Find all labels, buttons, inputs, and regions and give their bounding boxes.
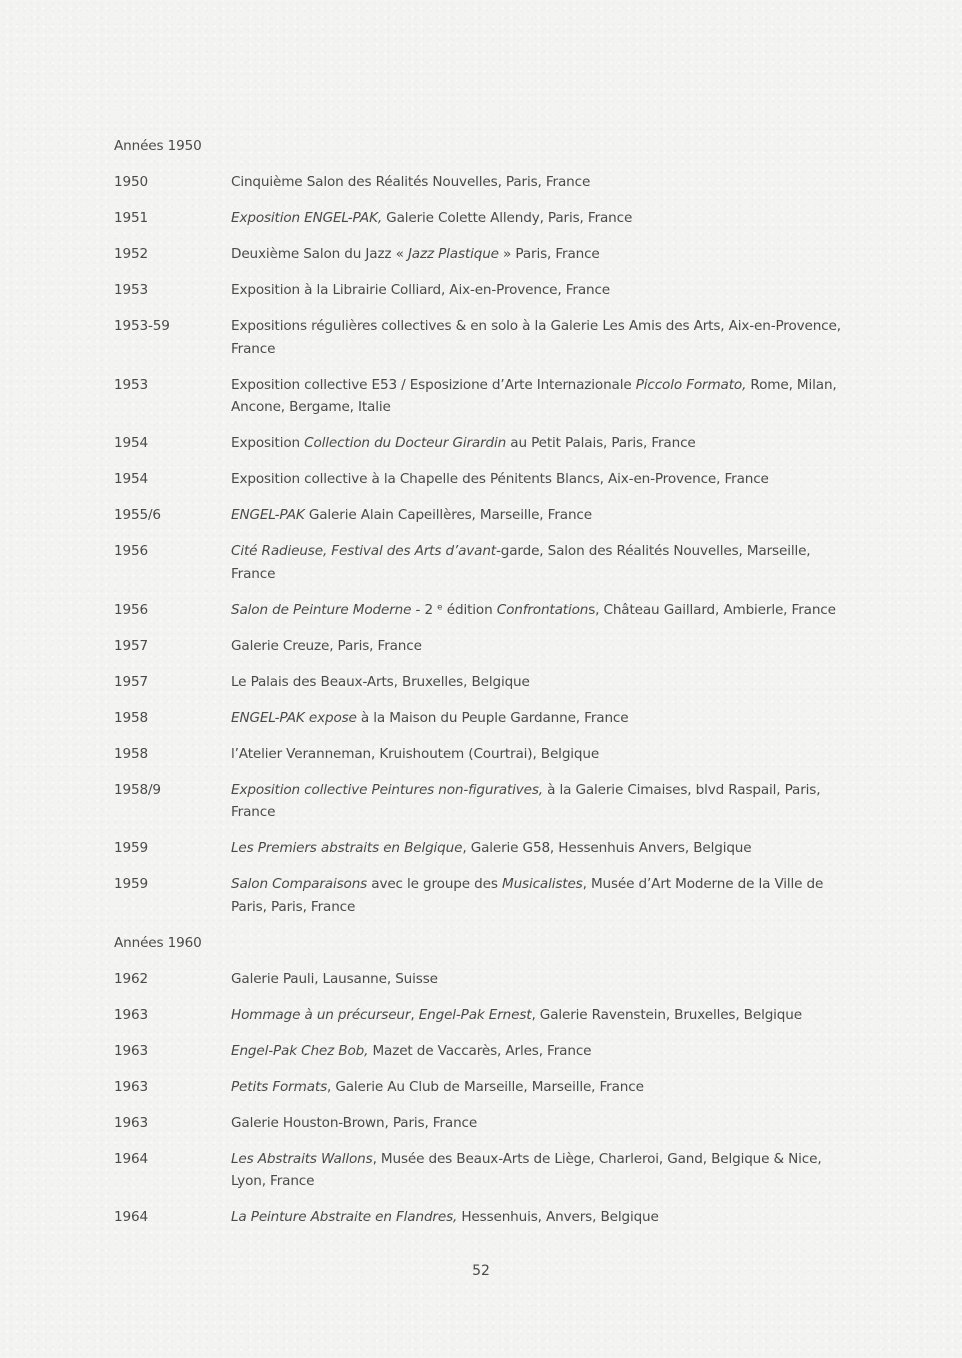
exhibition-entry — [114, 968, 854, 991]
italic-title-text: Piccolo Formato, — [635, 376, 747, 393]
entry-year: 1954 — [114, 471, 148, 487]
description-text: , Galerie G58, Hessenhuis Anvers, Belgique — [462, 840, 752, 856]
entry-description — [231, 1112, 854, 1135]
entry-year: 1958/9 — [114, 781, 161, 798]
entry-description — [231, 635, 854, 658]
entry-description — [231, 707, 854, 730]
italic-title-text: ENGEL-PAK expose — [231, 709, 357, 726]
italic-title-text: Exposition collective Peintures non-figuratives, — [231, 781, 543, 798]
entry-description — [231, 243, 854, 266]
exhibition-entry — [114, 243, 854, 266]
description-text: garde, Salon des Réalités Nouvelles, Marseille, France — [231, 543, 811, 582]
italic-title-text: Engel-Pak Chez Bob, — [231, 1042, 369, 1059]
description-text: » Paris, France — [498, 246, 600, 262]
entry-description — [231, 468, 854, 491]
exhibition-entry — [114, 540, 854, 585]
entry-description — [231, 743, 854, 766]
entry-year: 1962 — [114, 970, 148, 987]
entry-year: 1963 — [114, 1114, 148, 1131]
description-text: , Galerie Au Club de Marseille, Marseille, France — [327, 1078, 644, 1095]
description-text: à la Maison du Peuple Gardanne, France — [356, 709, 629, 726]
italic-title-text: Confrontation — [496, 601, 589, 618]
description-text: Exposition à la Librairie Colliard, Aix-en-Provence, France — [231, 282, 611, 298]
entry-description — [231, 279, 854, 302]
entry-year: 1953 — [114, 376, 148, 393]
description-text: Deuxième Salon du Jazz « — [231, 246, 408, 262]
entry-description — [231, 171, 854, 194]
entry-year: 1950 — [114, 174, 148, 190]
entry-year: 1959 — [114, 840, 148, 856]
exhibition-list — [114, 135, 854, 1242]
description-text: , Musée des Beaux-Arts de Liège, Charleroi, Gand, Belgique & Nice, Lyon, France — [231, 1150, 822, 1189]
entry-description — [231, 873, 854, 918]
entry-description — [231, 504, 854, 527]
entry-year: 1964 — [114, 1150, 148, 1167]
exhibition-entry — [114, 707, 854, 730]
description-text: Expositions régulières collectives & en solo à la Galerie Les Amis des Arts, Aix-en-Provence, France — [231, 318, 841, 357]
entry-year: 1955/6 — [114, 507, 161, 523]
exhibition-entry — [114, 1148, 854, 1193]
page-number: 52 — [472, 1263, 490, 1279]
description-text: Galerie Houston-Brown, Paris, France — [231, 1114, 478, 1131]
description-text: Mazet de Vaccarès, Arles, France — [368, 1042, 592, 1059]
exhibition-entry — [114, 279, 854, 302]
entry-description — [231, 540, 854, 585]
exhibition-entry — [114, 1206, 854, 1229]
exhibition-entry — [114, 315, 854, 360]
entry-description — [231, 1040, 854, 1063]
entry-year: 1956 — [114, 543, 148, 559]
description-text: Exposition collective E53 / Esposizione d’Arte Internazionale — [231, 376, 636, 393]
italic-title-text: Salon de Peinture Moderne — [231, 601, 412, 618]
exhibition-entry — [114, 207, 854, 230]
description-text: Galerie Alain Capeillères, Marseille, France — [304, 507, 592, 523]
entry-description — [231, 315, 854, 360]
italic-title-text: Petits Formats — [231, 1078, 328, 1095]
description-text: l’Atelier Veranneman, Kruishoutem (Courtrai), Belgique — [231, 745, 600, 762]
entry-year: 1964 — [114, 1209, 148, 1225]
italic-title-text: Hommage à un précurseur — [231, 1006, 411, 1023]
entry-description — [231, 374, 854, 419]
exhibition-entry — [114, 1040, 854, 1063]
description-text: Galerie Colette Allendy, Paris, France — [382, 210, 633, 226]
italic-title-text: Les Abstraits Wallons — [231, 1150, 373, 1167]
exhibition-entry — [114, 468, 854, 491]
description-text: au Petit Palais, Paris, France — [506, 435, 696, 451]
entry-year: 1963 — [114, 1006, 148, 1023]
description-text: à la Galerie Cimaises, blvd Raspail, Paris, France — [231, 781, 821, 820]
entry-description — [231, 432, 854, 455]
description-text: avec le groupe des — [367, 876, 502, 892]
entry-year: 1953 — [114, 282, 148, 298]
exhibition-entry — [114, 1004, 854, 1027]
entry-description — [231, 1004, 854, 1027]
italic-title-text: Salon Comparaisons — [231, 876, 368, 892]
description-text: Cinquième Salon des Réalités Nouvelles, Paris, France — [231, 174, 591, 190]
italic-title-text: La Peinture Abstraite en Flandres, — [231, 1209, 458, 1225]
description-text: Rome, Milan, Ancone, Bergame, Italie — [231, 376, 837, 415]
description-text: , Galerie Ravenstein, Bruxelles, Belgique — [531, 1006, 802, 1023]
entry-description — [231, 837, 854, 860]
entry-description — [231, 968, 854, 991]
description-text: , Musée d’Art Moderne de la Ville de Paris, Paris, France — [231, 876, 824, 915]
entry-year: 1963 — [114, 1078, 148, 1095]
entry-description — [231, 1206, 854, 1229]
entry-description — [231, 1076, 854, 1099]
exhibition-entry — [114, 1112, 854, 1135]
exhibition-entry — [114, 743, 854, 766]
entry-description — [231, 599, 854, 622]
italic-title-text: Exposition ENGEL-PAK, — [231, 210, 383, 226]
entry-year: 1959 — [114, 876, 148, 892]
description-text: , — [410, 1006, 419, 1023]
exhibition-entry — [114, 635, 854, 658]
entry-description — [231, 671, 854, 694]
entry-year: 1958 — [114, 709, 148, 726]
italic-title-text: Cité Radieuse, Festival des Arts d’avant- — [231, 543, 501, 559]
description-text: s, Château Gaillard, Ambierle, France — [588, 601, 836, 618]
entry-description — [231, 1148, 854, 1193]
description-text: Exposition — [231, 435, 305, 451]
entry-description — [231, 207, 854, 230]
exhibition-entry — [114, 374, 854, 419]
description-text: - 2 ᵉ édition — [411, 601, 497, 618]
exhibition-entry — [114, 873, 854, 918]
entry-year: 1952 — [114, 246, 148, 262]
entry-year: 1957 — [114, 637, 148, 654]
italic-title-text: ENGEL-PAK — [231, 507, 305, 523]
entry-year: 1963 — [114, 1042, 148, 1059]
exhibition-entry — [114, 837, 854, 860]
exhibition-entry — [114, 671, 854, 694]
exhibition-entry — [114, 1076, 854, 1099]
exhibition-entry — [114, 432, 854, 455]
italic-title-text: Les Premiers abstraits en Belgique — [231, 840, 463, 856]
italic-title-text: Engel-Pak Ernest — [418, 1006, 532, 1023]
exhibition-entry — [114, 599, 854, 622]
entry-year: 1958 — [114, 745, 148, 762]
description-text: Le Palais des Beaux-Arts, Bruxelles, Belgique — [231, 673, 530, 690]
exhibition-entry — [114, 171, 854, 194]
section-heading: Années 1950 — [114, 138, 202, 154]
description-text: Galerie Pauli, Lausanne, Suisse — [231, 970, 438, 987]
entry-year: 1953-59 — [114, 318, 170, 334]
entry-year: 1954 — [114, 435, 148, 451]
description-text: Exposition collective à la Chapelle des Pénitents Blancs, Aix-en-Provence, France — [231, 471, 769, 487]
entry-year: 1957 — [114, 673, 148, 690]
entry-year: 1951 — [114, 210, 148, 226]
italic-title-text: Jazz Plastique — [407, 246, 499, 262]
description-text: Galerie Creuze, Paris, France — [231, 637, 422, 654]
exhibition-entry — [114, 504, 854, 527]
italic-title-text: Musicalistes — [501, 876, 583, 892]
entry-year: 1956 — [114, 601, 148, 618]
section-heading: Années 1960 — [114, 934, 202, 951]
description-text: Hessenhuis, Anvers, Belgique — [457, 1209, 659, 1225]
exhibition-entry — [114, 779, 854, 824]
entry-description — [231, 779, 854, 824]
italic-title-text: Collection du Docteur Girardin — [304, 435, 507, 451]
